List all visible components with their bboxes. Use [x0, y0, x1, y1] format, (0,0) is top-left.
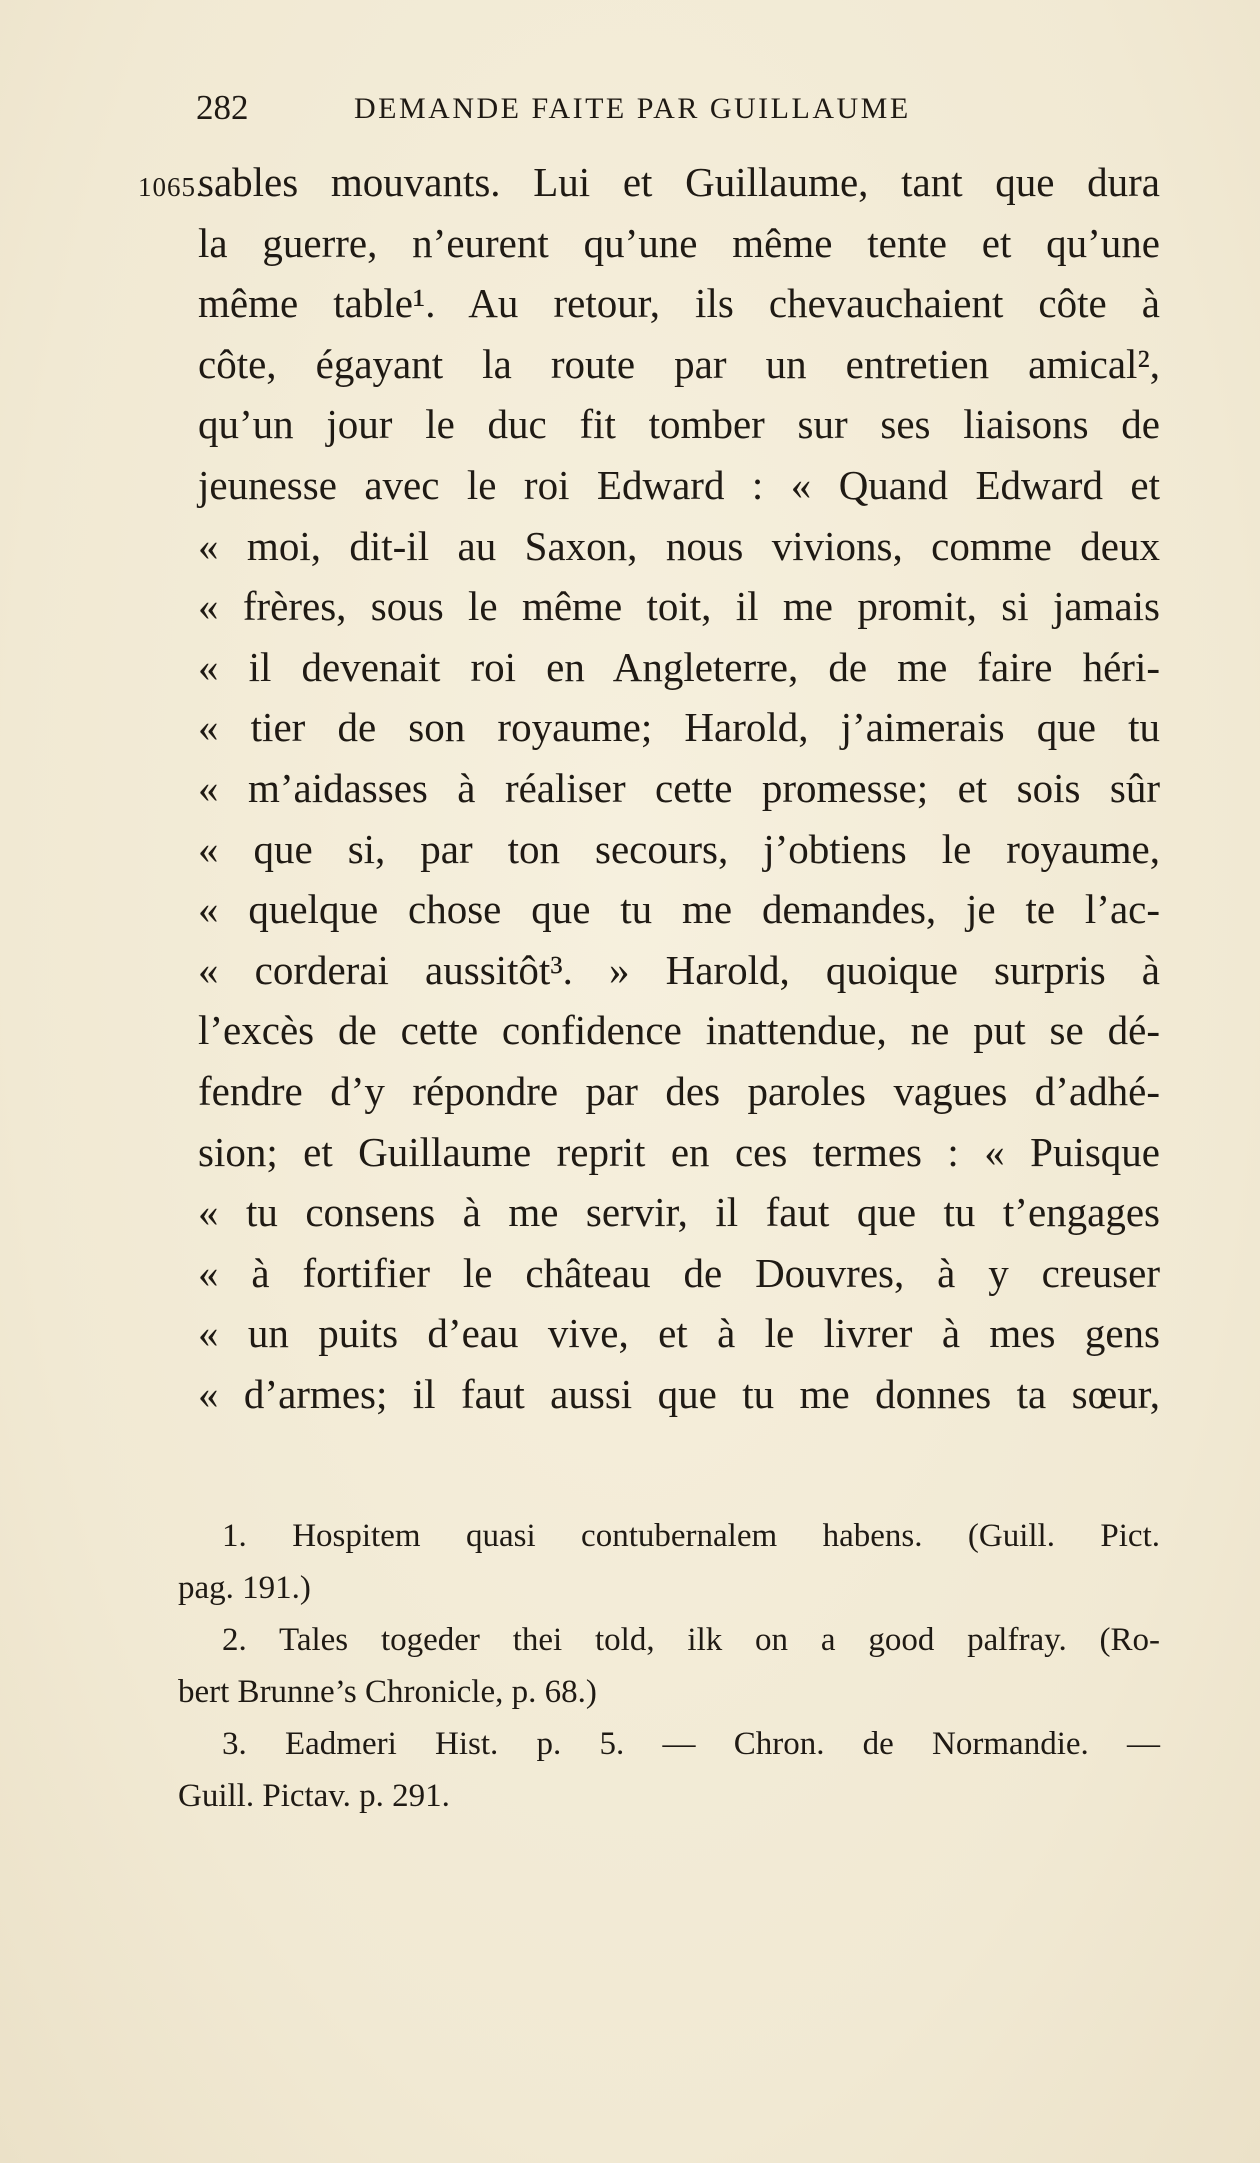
page-number: 282: [196, 88, 249, 127]
footnotes: [178, 1510, 1160, 1822]
text-line: « un puits d’eau vive, et à le livrer à mes gens: [198, 1310, 1160, 1357]
text-line: même table¹. Au retour, ils chevauchaient côte à: [198, 280, 1160, 327]
text-line: sables mouvants. Lui et Guillaume, tant que dura: [198, 159, 1160, 205]
footnote-1-continuation: pag. 191.): [178, 1570, 311, 1606]
text-line: « m’aidasses à réaliser cette promesse; et sois sûr: [198, 764, 1160, 811]
footnote-3: 3. Eadmeri Hist. p. 5. — Chron. de Normandie. —: [222, 1726, 1160, 1762]
margin-year: 1065.: [138, 172, 204, 202]
text-line: la guerre, n’eurent qu’une même tente et qu’une: [198, 219, 1160, 266]
text-line: « quelque chose que tu me demandes, je te l’ac-: [198, 886, 1160, 933]
footnote-3-continuation: Guill. Pictav. p. 291.: [178, 1778, 450, 1814]
text-line: « que si, par ton secours, j’obtiens le royaume,: [198, 825, 1160, 872]
text-line: sion; et Guillaume reprit en ces termes : « Puisque: [198, 1128, 1160, 1175]
text-line: « à fortifier le château de Douvres, à y creuser: [198, 1249, 1160, 1296]
text-line: « tu consens à me servir, il faut que tu t’engages: [198, 1189, 1160, 1236]
text-line: « il devenait roi en Angleterre, de me faire héri-: [198, 643, 1160, 690]
text-line: qu’un jour le duc fit tomber sur ses liaisons de: [198, 401, 1160, 448]
footnote-1: 1. Hospitem quasi contubernalem habens. (Guill. Pict.: [222, 1518, 1160, 1554]
running-head: DEMANDE FAITE PAR GUILLAUME: [354, 92, 911, 125]
text-line: l’excès de cette confidence inattendue, ne put se dé-: [198, 1007, 1160, 1054]
footnote-2-continuation: bert Brunne’s Chronicle, p. 68.): [178, 1674, 597, 1710]
text-line: fendre d’y répondre par des paroles vagues d’adhé-: [198, 1067, 1160, 1114]
body-text: [198, 152, 1160, 1424]
text-line: côte, égayant la route par un entretien amical²,: [198, 340, 1160, 387]
text-line: « moi, dit-il au Saxon, nous vivions, comme deux: [198, 522, 1160, 569]
text-line: « tier de son royaume; Harold, j’aimerais que tu: [198, 704, 1160, 751]
footnote-2: 2. Tales togeder thei told, ilk on a good palfray. (Ro-: [222, 1622, 1160, 1658]
text-line: « frères, sous le même toit, il me promit, si jamais: [198, 583, 1160, 630]
page-header: [196, 88, 1016, 132]
text-line: « corderai aussitôt³. » Harold, quoique surpris à: [198, 946, 1160, 993]
text-line: « d’armes; il faut aussi que tu me donnes ta sœur,: [198, 1370, 1160, 1417]
text-line: jeunesse avec le roi Edward : « Quand Edward et: [198, 461, 1160, 508]
